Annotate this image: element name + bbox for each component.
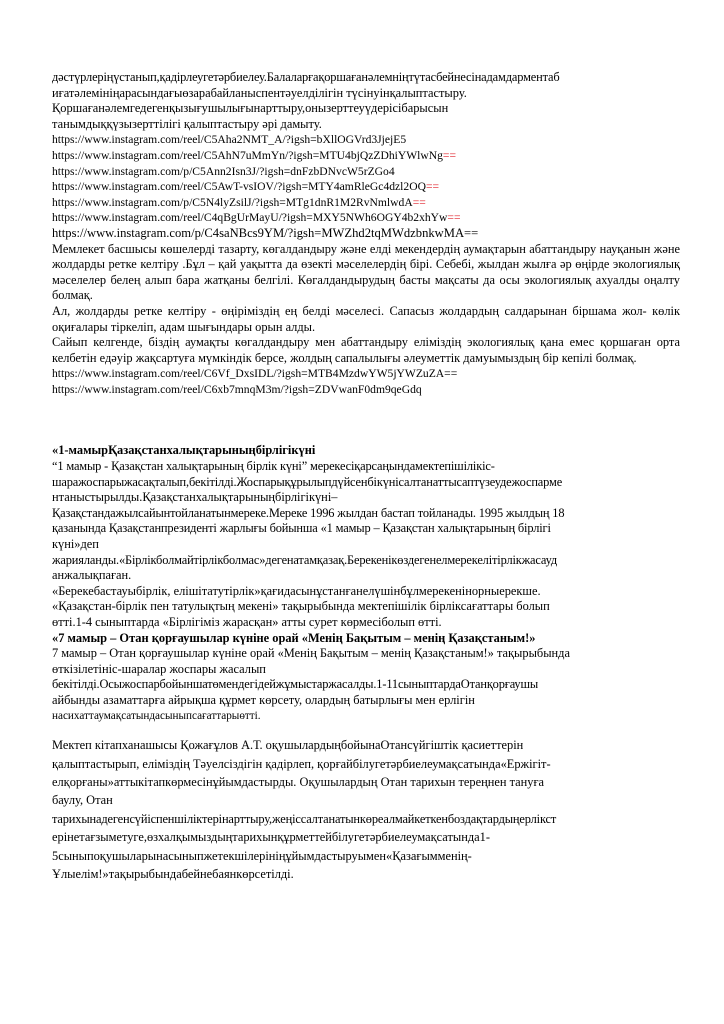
text-line: «Берекебастауыбірлік, елішітатутірлік»қағидасынұстанғанелүшінбұлмерекенінорныерекше. [52,583,541,598]
section-heading-may7: «7 мамыр – Отан қорғаушылар күніне орай «Менің Бақытым – менің Қазақстаным!» [52,630,536,645]
section-heading-may1: «1-мамырҚазақстанхалықтарыныңбірлігікүні [52,443,316,458]
text-line: Мектеп кітапханашысы Қожағұлов А.Т. оқушылардыңбойынаОтансүйгіштік қасиеттерін [52,738,524,753]
text-line: айбынды азаматтарға айрықша құрмет көрсету, олардың батырлығы мен ерлігін [52,692,475,707]
instagram-link[interactable]: https://www.instagram.com/reel/C5AhN7uMmYn/?igsh=MTU4bjQzZDhiYWlwNg== [52,148,456,162]
instagram-link[interactable]: https://www.instagram.com/reel/C6Vf_DxsIDL/?igsh=MTB4MzdwYW5jYWZuZA== [52,367,458,381]
spacer [52,724,680,736]
intro-line: иғатәлемініңарасындағыөзарабайланыспентәуелділігін түсінуінқалыптастыру. [52,85,467,100]
text-line: баулу, Отан [52,793,113,808]
text-line: 5сыныпоқушыларынасыныпжетекшілерініңұйымдастыруымен«Қазағымменің- [52,848,472,863]
text-line: өткізілетініс-шаралар жоспары жасалып [52,661,266,676]
text-line: анжалықпаған. [52,568,132,583]
instagram-link[interactable]: https://www.instagram.com/reel/C4qBgUrMayU/?igsh=MXY5NWh6OGY4b2xhYw== [52,211,461,225]
library-section [52,736,680,883]
instagram-link[interactable]: https://www.instagram.com/reel/C5Aha2NMT_A/?igsh=bXllOGVrd3JjejE5 [52,133,407,147]
text-line: Қазақстандажылсайынтойланатынмереке.Мереке 1996 жылдан бастап тойланады. 1995 жылдың 18 [52,505,565,520]
link-list-2 [52,366,680,397]
may7-section [52,646,680,724]
instagram-link[interactable]: https://www.instagram.com/p/C4saNBcs9YM/?igsh=MWZhd2tqMWdzbnkwMA== [52,225,479,240]
text-line: бекітілді.Осыжоспарбойыншатөмендегідейжұмыстаржасалды.1-11сыныптардаОтанқорғаушы [52,677,539,692]
intro-line: танымдыққүзызерттілігі қалыптастыру әрі дамыту. [52,116,322,131]
may1-section [52,459,680,631]
text-line: нтаныстырылды.Қазақстанхалықтарыныңбірлігікүні– [52,490,338,505]
instagram-link[interactable]: https://www.instagram.com/reel/C6xb7mnqM3m/?igsh=ZDVwanF0dm9qeGdq [52,382,422,396]
intro-line: Қоршағанәлемгедегенқызығушылығынарттыру,онызерттеуүдерісібарысын [52,101,449,116]
text-line: 7 мамыр – Отан қорғаушылар күніне орай «Менің Бақытым – менің Қазақстаным!» тақырыбында [52,646,570,661]
instagram-link[interactable]: https://www.instagram.com/reel/C5AwT-vsIOV/?igsh=MTY4amRleGc4dzl2OQ== [52,180,440,194]
text-line: күні»деп [52,537,99,552]
text-line: шаражоспарыжасақталып,бекітілді.Жоспарықұрылыпдүйсенбікүнісалтанаттысаптүзеудежоспарме [52,474,563,489]
text-line: қалыптастырып, еліміздің Тәуелсіздігін қадірлеп, қорғайбілугетәрбиелеумақсатында«Ержігіт- [52,756,551,771]
paragraph-roads: Ал, жолдарды ретке келтіру - өңіріміздің ең белді мәселесі. Сапасыз жолдардың салдарынан біршама жол- көлік оқиғалары тіркеліп, адам шығындары орын алды. [52,303,680,334]
text-line: қазанында Қазақстанпрезиденті жарлығы бойынша «1 мамыр – Қазақстан халықтарының бірлігі [52,521,551,536]
paragraph-conclusion: Сайып келгенде, біздің аумақты көгалдандыру мен абаттандыру еліміздің экологиялық қана емес қоршаған орта келбетін едәуір жақсартуға мүмкіндік берсе, жолдың сапалылығы әлеуметтік дамуымыздың бір кепілі болмақ. [52,335,680,365]
intro-line: дәстүрлеріңүстанып,қадірлеугетәрбиелеу.Балаларғақоршағанәлемніңтүтасбейнесінадамдарментаб [52,70,560,84]
text-line: жарияланды.«Бірлікболмайтірлікболмас»дегенатамқазақ.Берекенікөздегенелмерекелітірлікжасауд [52,552,558,567]
instagram-link[interactable]: https://www.instagram.com/p/C5N4lyZsilJ/?igsh=MTg1dnR1M2RvNmlwdA== [52,195,426,209]
text-line: тарихынадегенсүйіспеншіліктерінарттыру,жеңіссалтанатынкөреалмайкеткенбоздақтардыңерлікст [52,811,557,826]
paragraph-cleanup: Мемлекет басшысы көшелерді тазарту, көгалдандыру және елді мекендердің аумақтарын абаттандыру науқанын және жолдарды ретке келтіру .Бұл – қай уақытта да өзекті мәселелердің бірі. Себебі, жылдан жылға әр өңірде экологиялық мәселелер белең алып бара жатқаны белгілі. Көгалдандырудың басты мақсаты да осы экологиялық ахуалды оңалту болмақ. [52,241,680,303]
text-line: насихаттаумақсатындасыныпсағаттарыөтті. [52,709,261,722]
spacer [52,397,680,443]
text-line: елқорғаны»аттыкітапкөрмесінұйымдастырды. Оқушылардың Отан тарихын тереңнен тануға [52,774,545,789]
link-list-1 [52,132,680,241]
text-line: Ұлыелім!»тақырыбындабейнебаянкөрсетілді. [52,867,294,881]
text-line: “1 мамыр - Қазақстан халықтарының бірлік күні” мерекесіқарсаңындамектепішілікіс- [52,459,495,474]
text-line: ерінетағзыметуге,өзхалқымыздыңтарихынқұрметтейбілугетәрбиелеумақсатында1- [52,830,490,845]
document-page [52,70,680,883]
text-line: өтті.1-4 сыныптарда «Бірлігіміз жарасқан» атты сурет көрмесіболып өтті. [52,615,442,629]
text-line: «Қазақстан-бірлік пен татулықтың мекені» тақырыбында мектепішілік бірліксағаттары болып [52,599,550,614]
instagram-link[interactable]: https://www.instagram.com/p/C5Ann2Isn3J/?igsh=dnFzbDNvcW5rZGo4 [52,164,395,178]
intro-block [52,70,680,132]
